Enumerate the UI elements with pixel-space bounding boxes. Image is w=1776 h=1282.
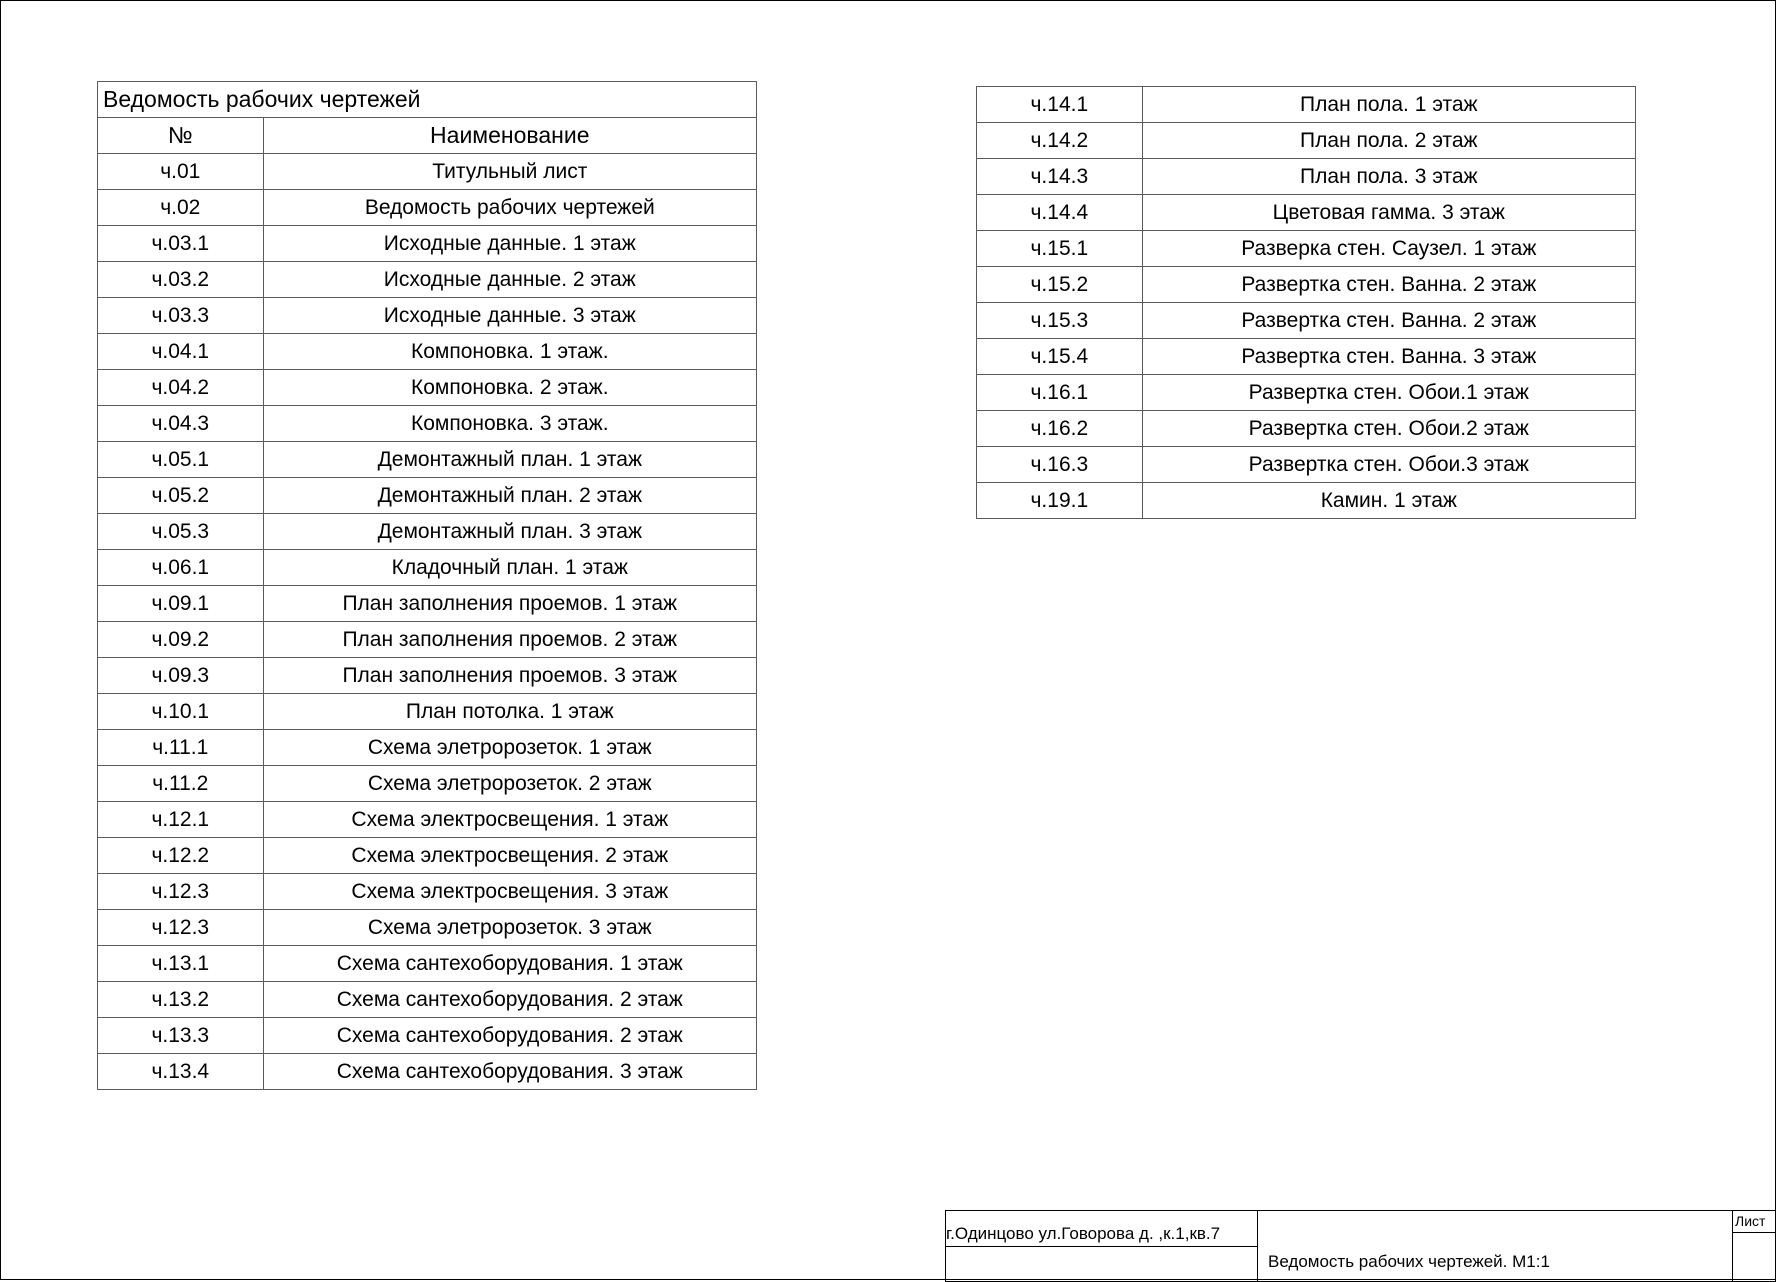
drawing-name-cell: Схема электросвещения. 2 этаж <box>263 838 756 874</box>
drawing-name-cell: Исходные данные. 3 этаж <box>263 298 756 334</box>
drawing-name-cell: Компоновка. 3 этаж. <box>263 406 756 442</box>
register-header-row <box>98 118 757 154</box>
table-row <box>977 123 1636 159</box>
drawing-name-cell: Развертка стен. Обои.2 этаж <box>1142 411 1635 447</box>
drawing-number-cell: ч.12.3 <box>98 910 264 946</box>
table-row <box>98 154 757 190</box>
drawing-number-cell: ч.09.1 <box>98 586 264 622</box>
drawing-number-cell: ч.04.1 <box>98 334 264 370</box>
drawing-number-cell: ч.16.1 <box>977 375 1143 411</box>
drawing-number-cell: ч.04.3 <box>98 406 264 442</box>
drawing-number-cell: ч.14.2 <box>977 123 1143 159</box>
drawing-number-cell: ч.13.2 <box>98 982 264 1018</box>
drawing-number-cell: ч.15.3 <box>977 303 1143 339</box>
table-row <box>98 982 757 1018</box>
table-row <box>977 447 1636 483</box>
drawing-number-cell: ч.14.4 <box>977 195 1143 231</box>
title-block-sheet-label: Лист <box>1735 1213 1766 1229</box>
table-row <box>98 334 757 370</box>
table-row <box>977 231 1636 267</box>
header-number: № <box>98 118 264 154</box>
table-row <box>98 370 757 406</box>
table-row <box>98 694 757 730</box>
table-row <box>977 339 1636 375</box>
register-caption-row <box>98 82 757 118</box>
drawing-number-cell: ч.12.3 <box>98 874 264 910</box>
drawing-name-cell: Исходные данные. 1 этаж <box>263 226 756 262</box>
drawing-number-cell: ч.09.3 <box>98 658 264 694</box>
drawing-name-cell: Схема элетророзеток. 2 этаж <box>263 766 756 802</box>
table-row <box>977 87 1636 123</box>
table-row <box>98 262 757 298</box>
drawing-number-cell: ч.05.3 <box>98 514 264 550</box>
table-row <box>98 586 757 622</box>
drawing-name-cell: Схема элетророзеток. 3 этаж <box>263 910 756 946</box>
drawing-number-cell: ч.06.1 <box>98 550 264 586</box>
drawing-number-cell: ч.15.1 <box>977 231 1143 267</box>
drawing-number-cell: ч.14.3 <box>977 159 1143 195</box>
drawing-name-cell: План пола. 1 этаж <box>1142 87 1635 123</box>
drawing-number-cell: ч.16.3 <box>977 447 1143 483</box>
header-name: Наименование <box>263 118 756 154</box>
drawing-number-cell: ч.13.4 <box>98 1054 264 1090</box>
drawing-name-cell: Компоновка. 1 этаж. <box>263 334 756 370</box>
table-row <box>977 195 1636 231</box>
drawing-name-cell: Схема сантехоборудования. 1 этаж <box>263 946 756 982</box>
table-row <box>98 910 757 946</box>
table-row <box>98 298 757 334</box>
table-row <box>98 550 757 586</box>
drawing-name-cell: Развертка стен. Обои.1 этаж <box>1142 375 1635 411</box>
register-caption: Ведомость рабочих чертежей <box>98 82 757 118</box>
drawing-number-cell: ч.13.3 <box>98 1018 264 1054</box>
table-row <box>98 1018 757 1054</box>
drawing-number-cell: ч.02 <box>98 190 264 226</box>
drawing-name-cell: Схема сантехоборудования. 2 этаж <box>263 982 756 1018</box>
table-row <box>977 411 1636 447</box>
table-row <box>98 1054 757 1090</box>
table-row <box>977 375 1636 411</box>
table-row <box>977 267 1636 303</box>
drawing-name-cell: Цветовая гамма. 3 этаж <box>1142 195 1635 231</box>
table-row <box>977 483 1636 519</box>
table-row <box>98 622 757 658</box>
drawing-name-cell: Развертка стен. Ванна. 2 этаж <box>1142 267 1635 303</box>
title-block-sheet-title: Ведомость рабочих чертежей. М1:1 <box>1268 1252 1550 1271</box>
drawing-name-cell: Схема сантехоборудования. 3 этаж <box>263 1054 756 1090</box>
drawing-number-cell: ч.03.1 <box>98 226 264 262</box>
table-row <box>98 838 757 874</box>
drawing-name-cell: Камин. 1 этаж <box>1142 483 1635 519</box>
drawing-name-cell: Развертка стен. Ванна. 3 этаж <box>1142 339 1635 375</box>
drawing-number-cell: ч.12.1 <box>98 802 264 838</box>
table-row <box>98 766 757 802</box>
drawing-name-cell: План пола. 2 этаж <box>1142 123 1635 159</box>
drawing-name-cell: Схема электросвещения. 3 этаж <box>263 874 756 910</box>
drawing-name-cell: План заполнения проемов. 1 этаж <box>263 586 756 622</box>
table-row <box>98 406 757 442</box>
drawing-name-cell: Развертка стен. Обои.3 этаж <box>1142 447 1635 483</box>
drawing-number-cell: ч.13.1 <box>98 946 264 982</box>
table-row <box>98 658 757 694</box>
drawing-name-cell: Разверка стен. Саузел. 1 этаж <box>1142 231 1635 267</box>
drawing-number-cell: ч.16.2 <box>977 411 1143 447</box>
drawing-name-cell: Титульный лист <box>263 154 756 190</box>
drawing-name-cell: Демонтажный план. 3 этаж <box>263 514 756 550</box>
drawing-number-cell: ч.03.2 <box>98 262 264 298</box>
drawing-register-table-right <box>976 86 1636 519</box>
drawing-name-cell: План потолка. 1 этаж <box>263 694 756 730</box>
drawing-name-cell: План пола. 3 этаж <box>1142 159 1635 195</box>
drawing-name-cell: Демонтажный план. 2 этаж <box>263 478 756 514</box>
drawing-number-cell: ч.11.2 <box>98 766 264 802</box>
drawing-number-cell: ч.19.1 <box>977 483 1143 519</box>
table-row <box>98 946 757 982</box>
table-row <box>98 514 757 550</box>
drawing-name-cell: Развертка стен. Ванна. 2 этаж <box>1142 303 1635 339</box>
drawing-name-cell: Исходные данные. 2 этаж <box>263 262 756 298</box>
table-row <box>98 478 757 514</box>
table-row <box>977 159 1636 195</box>
drawing-name-cell: План заполнения проемов. 2 этаж <box>263 622 756 658</box>
drawing-number-cell: ч.01 <box>98 154 264 190</box>
drawing-name-cell: Кладочный план. 1 этаж <box>263 550 756 586</box>
title-block-sheet-number-cell <box>1732 1232 1776 1282</box>
drawing-register-table-left <box>97 81 757 1090</box>
drawing-name-cell: Схема электросвещения. 1 этаж <box>263 802 756 838</box>
drawing-number-cell: ч.15.4 <box>977 339 1143 375</box>
drawing-name-cell: Ведомость рабочих чертежей <box>263 190 756 226</box>
table-row <box>98 190 757 226</box>
drawing-number-cell: ч.03.3 <box>98 298 264 334</box>
table-row <box>98 442 757 478</box>
drawing-name-cell: Схема сантехоборудования. 2 этаж <box>263 1018 756 1054</box>
table-row <box>977 303 1636 339</box>
title-block-address-lower-cell <box>945 1246 1258 1282</box>
table-row <box>98 802 757 838</box>
drawing-number-cell: ч.12.2 <box>98 838 264 874</box>
drawing-name-cell: Компоновка. 2 этаж. <box>263 370 756 406</box>
drawing-number-cell: ч.05.2 <box>98 478 264 514</box>
drawing-name-cell: Демонтажный план. 1 этаж <box>263 442 756 478</box>
drawing-name-cell: Схема элетророзеток. 1 этаж <box>263 730 756 766</box>
table-row <box>98 874 757 910</box>
drawing-number-cell: ч.05.1 <box>98 442 264 478</box>
drawing-number-cell: ч.14.1 <box>977 87 1143 123</box>
drawing-name-cell: План заполнения проемов. 3 этаж <box>263 658 756 694</box>
drawing-number-cell: ч.04.2 <box>98 370 264 406</box>
title-block-address: г.Одинцово ул.Говорова д. ,к.1,кв.7 <box>946 1224 1221 1243</box>
table-row <box>98 226 757 262</box>
drawing-number-cell: ч.10.1 <box>98 694 264 730</box>
drawing-number-cell: ч.11.1 <box>98 730 264 766</box>
drawing-number-cell: ч.09.2 <box>98 622 264 658</box>
table-row <box>98 730 757 766</box>
drawing-number-cell: ч.15.2 <box>977 267 1143 303</box>
